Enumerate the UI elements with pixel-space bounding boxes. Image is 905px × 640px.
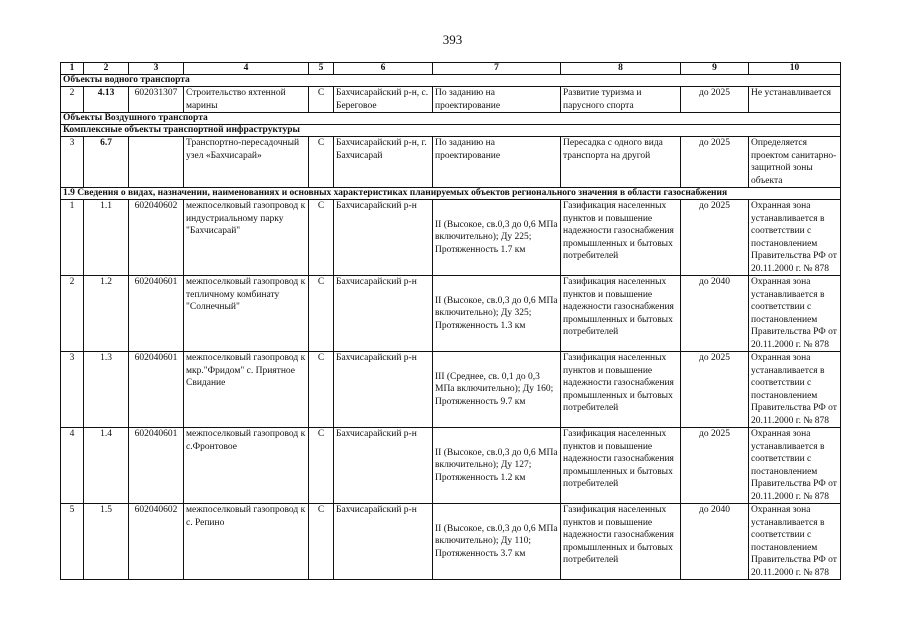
cell-purpose: Развитие туризма и парусного спорта — [561, 87, 681, 113]
cell-item-number: 4.13 — [84, 87, 129, 113]
cell-row-number: 1 — [61, 200, 84, 276]
cell-row-number: 2 — [61, 276, 84, 352]
cell-deadline: до 2025 — [681, 428, 749, 504]
cell-location: Бахчисарайский р-н — [334, 276, 433, 352]
section-gas-supply: 1.9 Сведения о видах, назначении, наименованиях и основных характеристиках планируемых объектов регионального значения в области газоснабжения — [61, 188, 841, 200]
column-number-row — [61, 63, 841, 75]
cell-code: 602040602 — [129, 504, 184, 580]
cell-item-number: 1.1 — [84, 200, 129, 276]
cell-location: Бахчисарайский р-н — [334, 504, 433, 580]
column-number: 10 — [749, 63, 841, 75]
section-water-transport: Объекты водного транспорта — [61, 75, 841, 87]
table-row — [61, 352, 841, 428]
cell-row-number: 5 — [61, 504, 84, 580]
cell-code: 602040602 — [129, 200, 184, 276]
cell-characteristics: По заданию на проектирование — [433, 137, 561, 188]
planned-objects-table — [60, 62, 841, 580]
cell-code: 602040601 — [129, 352, 184, 428]
section-row — [61, 113, 841, 125]
table-row — [61, 137, 841, 188]
cell-object-name: межпоселковый газопровод к с. Репино — [184, 504, 309, 580]
section-row — [61, 188, 841, 200]
cell-status: С — [309, 428, 334, 504]
section-row — [61, 75, 841, 87]
cell-item-number: 1.3 — [84, 352, 129, 428]
cell-purpose: Пересадка с одного вида транспорта на другой — [561, 137, 681, 188]
cell-purpose: Газификация населенных пунктов и повышение надежности газоснабжения промышленных и бытовых потребителей — [561, 352, 681, 428]
table-row — [61, 276, 841, 352]
cell-characteristics: II (Высокое, св.0,3 до 0,6 МПа включительно); Ду 110; Протяженность 3.7 км — [433, 504, 561, 580]
section-complex-infrastructure: Комплексные объекты транспортной инфраструктуры — [61, 125, 841, 137]
cell-item-number: 1.2 — [84, 276, 129, 352]
table-row — [61, 87, 841, 113]
column-number: 6 — [334, 63, 433, 75]
cell-status: С — [309, 200, 334, 276]
cell-item-number: 1.4 — [84, 428, 129, 504]
column-number: 7 — [433, 63, 561, 75]
column-number: 1 — [61, 63, 84, 75]
column-number: 2 — [84, 63, 129, 75]
cell-purpose: Газификация населенных пунктов и повышение надежности газоснабжения промышленных и бытовых потребителей — [561, 276, 681, 352]
cell-status: С — [309, 137, 334, 188]
cell-row-number: 4 — [61, 428, 84, 504]
cell-code: 602040601 — [129, 276, 184, 352]
cell-row-number: 3 — [61, 352, 84, 428]
cell-characteristics: II (Высокое, св.0,3 до 0,6 МПа включительно); Ду 127; Протяженность 1.2 км — [433, 428, 561, 504]
cell-zone: Охранная зона устанавливается в соответствии с постановлением Правительства РФ от 20.11.2000 г. № 878 — [749, 352, 841, 428]
page-number: 393 — [442, 32, 463, 47]
cell-deadline: до 2025 — [681, 352, 749, 428]
cell-characteristics: II (Высокое, св.0,3 до 0,6 МПа включительно); Ду 225; Протяженность 1.7 км — [433, 200, 561, 276]
cell-zone: Определяется проектом санитарно-защитной зоны объекта — [749, 137, 841, 188]
cell-status: С — [309, 87, 334, 113]
column-number: 8 — [561, 63, 681, 75]
cell-location: Бахчисарайский р-н — [334, 200, 433, 276]
cell-code — [129, 137, 184, 188]
cell-status: С — [309, 352, 334, 428]
table-row — [61, 428, 841, 504]
cell-purpose: Газификация населенных пунктов и повышение надежности газоснабжения промышленных и бытовых потребителей — [561, 200, 681, 276]
cell-code: 602031307 — [129, 87, 184, 113]
column-number: 3 — [129, 63, 184, 75]
cell-object-name: межпоселковый газопровод к с.Фронтовое — [184, 428, 309, 504]
cell-status: С — [309, 276, 334, 352]
cell-deadline: до 2025 — [681, 87, 749, 113]
cell-zone: Охранная зона устанавливается в соответствии с постановлением Правительства РФ от 20.11.2000 г. № 878 — [749, 200, 841, 276]
cell-characteristics: II (Высокое, св.0,3 до 0,6 МПа включительно); Ду 325; Протяженность 1.3 км — [433, 276, 561, 352]
cell-row-number: 2 — [61, 87, 84, 113]
cell-deadline: до 2025 — [681, 200, 749, 276]
cell-location: Бахчисарайский р-н, с. Береговое — [334, 87, 433, 113]
cell-location: Бахчисарайский р-н, г. Бахчисарай — [334, 137, 433, 188]
cell-object-name: межпоселковый газопровод к мкр."Фридом" с. Приятное Свидание — [184, 352, 309, 428]
cell-object-name: межпоселковый газопровод к тепличному комбинату "Солнечный" — [184, 276, 309, 352]
cell-object-name: Строительство яхтенной марины — [184, 87, 309, 113]
cell-zone: Не устанавливается — [749, 87, 841, 113]
table-row — [61, 504, 841, 580]
column-number: 4 — [184, 63, 309, 75]
cell-deadline: до 2025 — [681, 137, 749, 188]
column-number: 5 — [309, 63, 334, 75]
cell-zone: Охранная зона устанавливается в соответствии с постановлением Правительства РФ от 20.11.2000 г. № 878 — [749, 504, 841, 580]
cell-characteristics: III (Среднее, св. 0,1 до 0,3 МПа включительно); Ду 160; Протяженность 9.7 км — [433, 352, 561, 428]
cell-object-name: Транспортно-пересадочный узел «Бахчисарай» — [184, 137, 309, 188]
section-row — [61, 125, 841, 137]
cell-location: Бахчисарайский р-н — [334, 428, 433, 504]
cell-status: С — [309, 504, 334, 580]
cell-deadline: до 2040 — [681, 276, 749, 352]
cell-purpose: Газификация населенных пунктов и повышение надежности газоснабжения промышленных и бытовых потребителей — [561, 428, 681, 504]
cell-location: Бахчисарайский р-н — [334, 352, 433, 428]
cell-item-number: 6.7 — [84, 137, 129, 188]
cell-item-number: 1.5 — [84, 504, 129, 580]
section-air-transport: Объекты Воздушного транспорта — [61, 113, 841, 125]
cell-zone: Охранная зона устанавливается в соответствии с постановлением Правительства РФ от 20.11.2000 г. № 878 — [749, 428, 841, 504]
column-number: 9 — [681, 63, 749, 75]
table-row — [61, 200, 841, 276]
cell-object-name: межпоселковый газопровод к индустриальному парку "Бахчисарай" — [184, 200, 309, 276]
cell-purpose: Газификация населенных пунктов и повышение надежности газоснабжения промышленных и бытовых потребителей — [561, 504, 681, 580]
cell-row-number: 3 — [61, 137, 84, 188]
cell-characteristics: По заданию на проектирование — [433, 87, 561, 113]
cell-deadline: до 2040 — [681, 504, 749, 580]
cell-zone: Охранная зона устанавливается в соответствии с постановлением Правительства РФ от 20.11.2000 г. № 878 — [749, 276, 841, 352]
cell-code: 602040601 — [129, 428, 184, 504]
